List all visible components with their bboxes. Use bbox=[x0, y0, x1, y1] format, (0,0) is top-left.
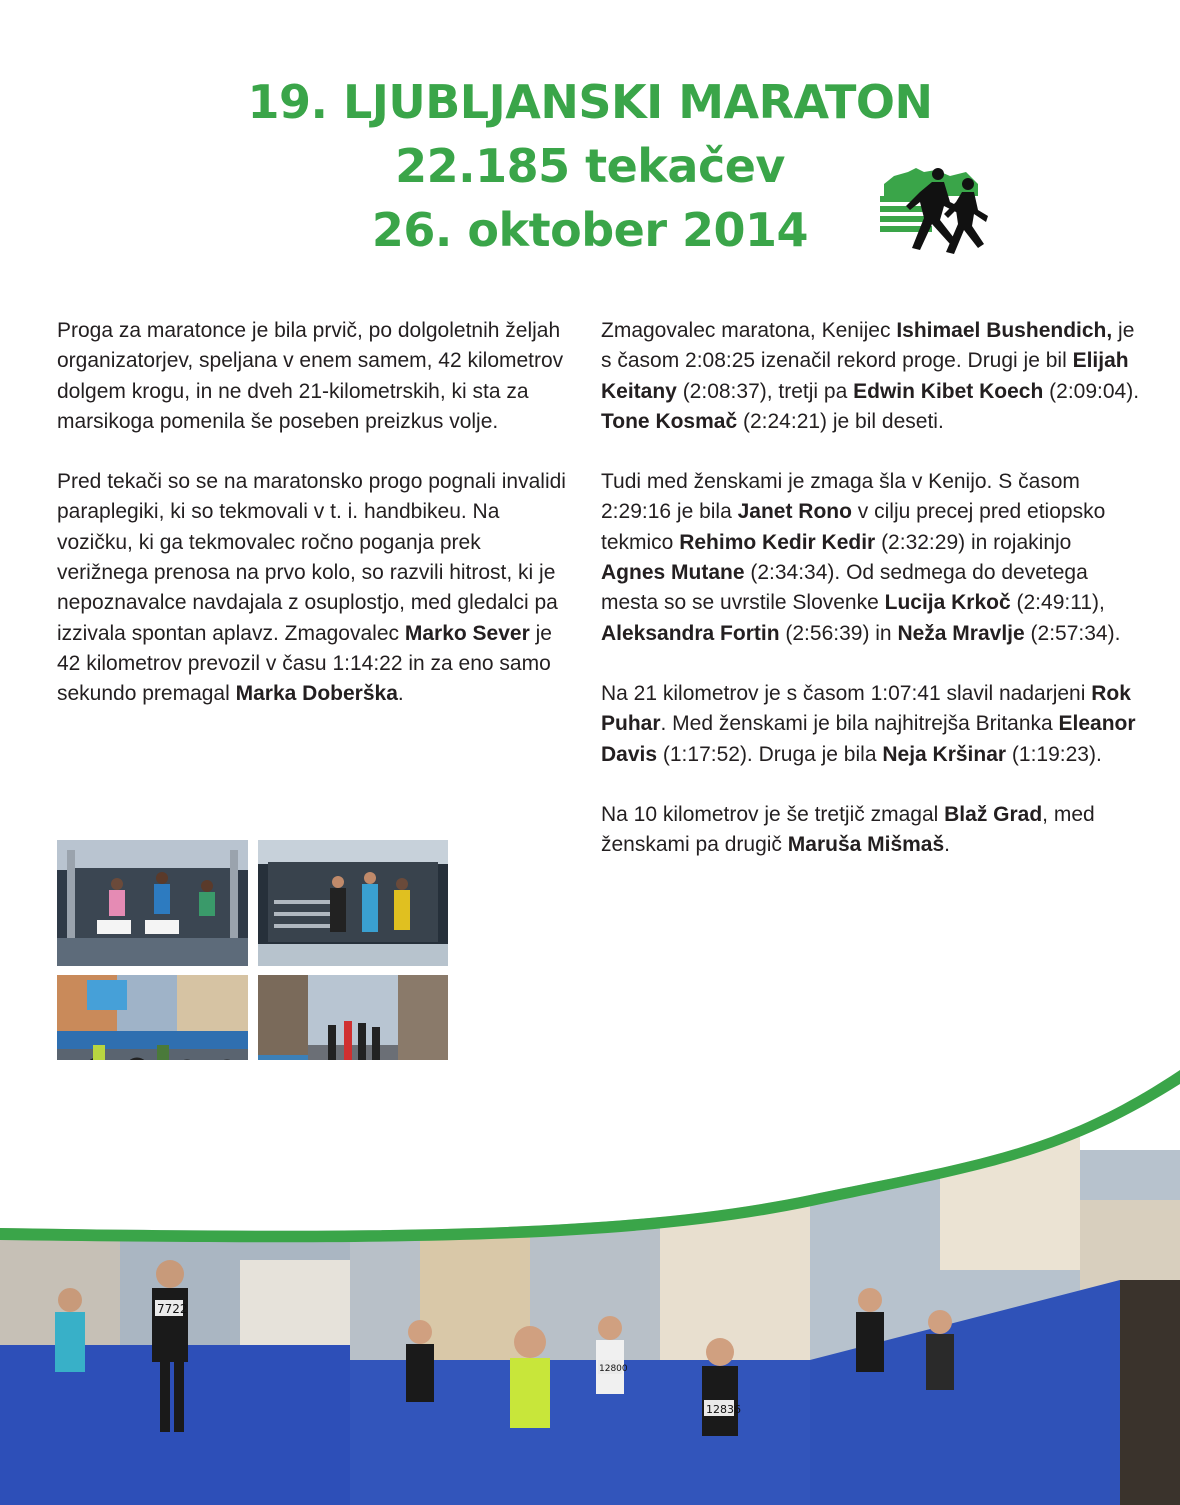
runners-logo-icon bbox=[880, 162, 990, 262]
title-event: 19. LJUBLJANSKI MARATON bbox=[247, 75, 933, 129]
page-title bbox=[0, 70, 1180, 262]
photo-men-podium bbox=[258, 840, 448, 966]
left-paragraph-2: Pred tekači so se na maratonsko progo pognali invalidi paraplegiki, ki so tekmovali v t. i. handbikeu. Na vozičku, ki ga tekmovalec ročno poganja prek verižnega prenosa na prvo kolo, so razvili hitrost, ki je nepoznavalce navdajala z osuplostjo, med gledalci pa izzivala spontan aplavz. Zmagovalec Marko Sever je 42 kilometrov prevozil v času 1:14:22 in za eno samo sekundo premagal Marka Doberška. bbox=[57, 470, 566, 706]
bib-number: 12800 bbox=[599, 1364, 628, 1374]
photo-handbike-podium bbox=[57, 840, 248, 966]
bib-number: 12836 bbox=[706, 1403, 741, 1416]
bib-number: 7722 bbox=[157, 1302, 188, 1316]
photo-runners-left bbox=[0, 1226, 350, 1505]
right-paragraph-2: Tudi med ženskami je zmaga šla v Kenijo. S časom 2:29:16 je bila Janet Rono v cilju precej pred etiopsko tekmico Rehimo Kedir Kedir (2:32:29) in rojakinjo Agnes Mutane (2:34:34). Od sedmega do devetega mesta so se uvrstile Slovenke Lucija Krkoč (2:49:11), Aleksandra Fortin (2:56:39) in Neža Mravlje (2:57:34). bbox=[601, 470, 1121, 645]
right-paragraph-4: Na 10 kilometrov je še tretjič zmagal Blaž Grad, med ženskami pa drugič Maruša Mišmaš. bbox=[601, 802, 1095, 857]
right-paragraph-1: Zmagovalec maratona, Kenijec Ishimael Bushendich, je s časom 2:08:25 izenačil rekord proge. Drugi je bil Elijah Keitany (2:08:37), tretji pa Edwin Kibet Koech (2:09:04). Tone Kosmač (2:24:21) je bil deseti. bbox=[601, 319, 1140, 433]
left-paragraph-1: Proga za maratonce je bila prvič, po dolgoletnih željah organizatorjev, speljana v enem samem, 42 kilometrov dolgem krogu, in ne dveh 21-kilometrskih, ki sta za marsikoga pomenila še poseben preizkus volje. bbox=[57, 319, 564, 433]
left-column bbox=[57, 316, 577, 740]
title-date: 26. oktober 2014 bbox=[371, 203, 809, 257]
right-paragraph-3: Na 21 kilometrov je s časom 1:07:41 slavil nadarjeni Rok Puhar. Med ženskami je bila najhitrejša Britanka Eleanor Davis (1:17:52). Druga je bila Neja Kršinar (1:19:23). bbox=[601, 681, 1136, 766]
bottom-photo-banner bbox=[0, 1060, 1180, 1505]
title-runners: 22.185 tekačev bbox=[395, 139, 785, 193]
right-column bbox=[601, 316, 1141, 890]
